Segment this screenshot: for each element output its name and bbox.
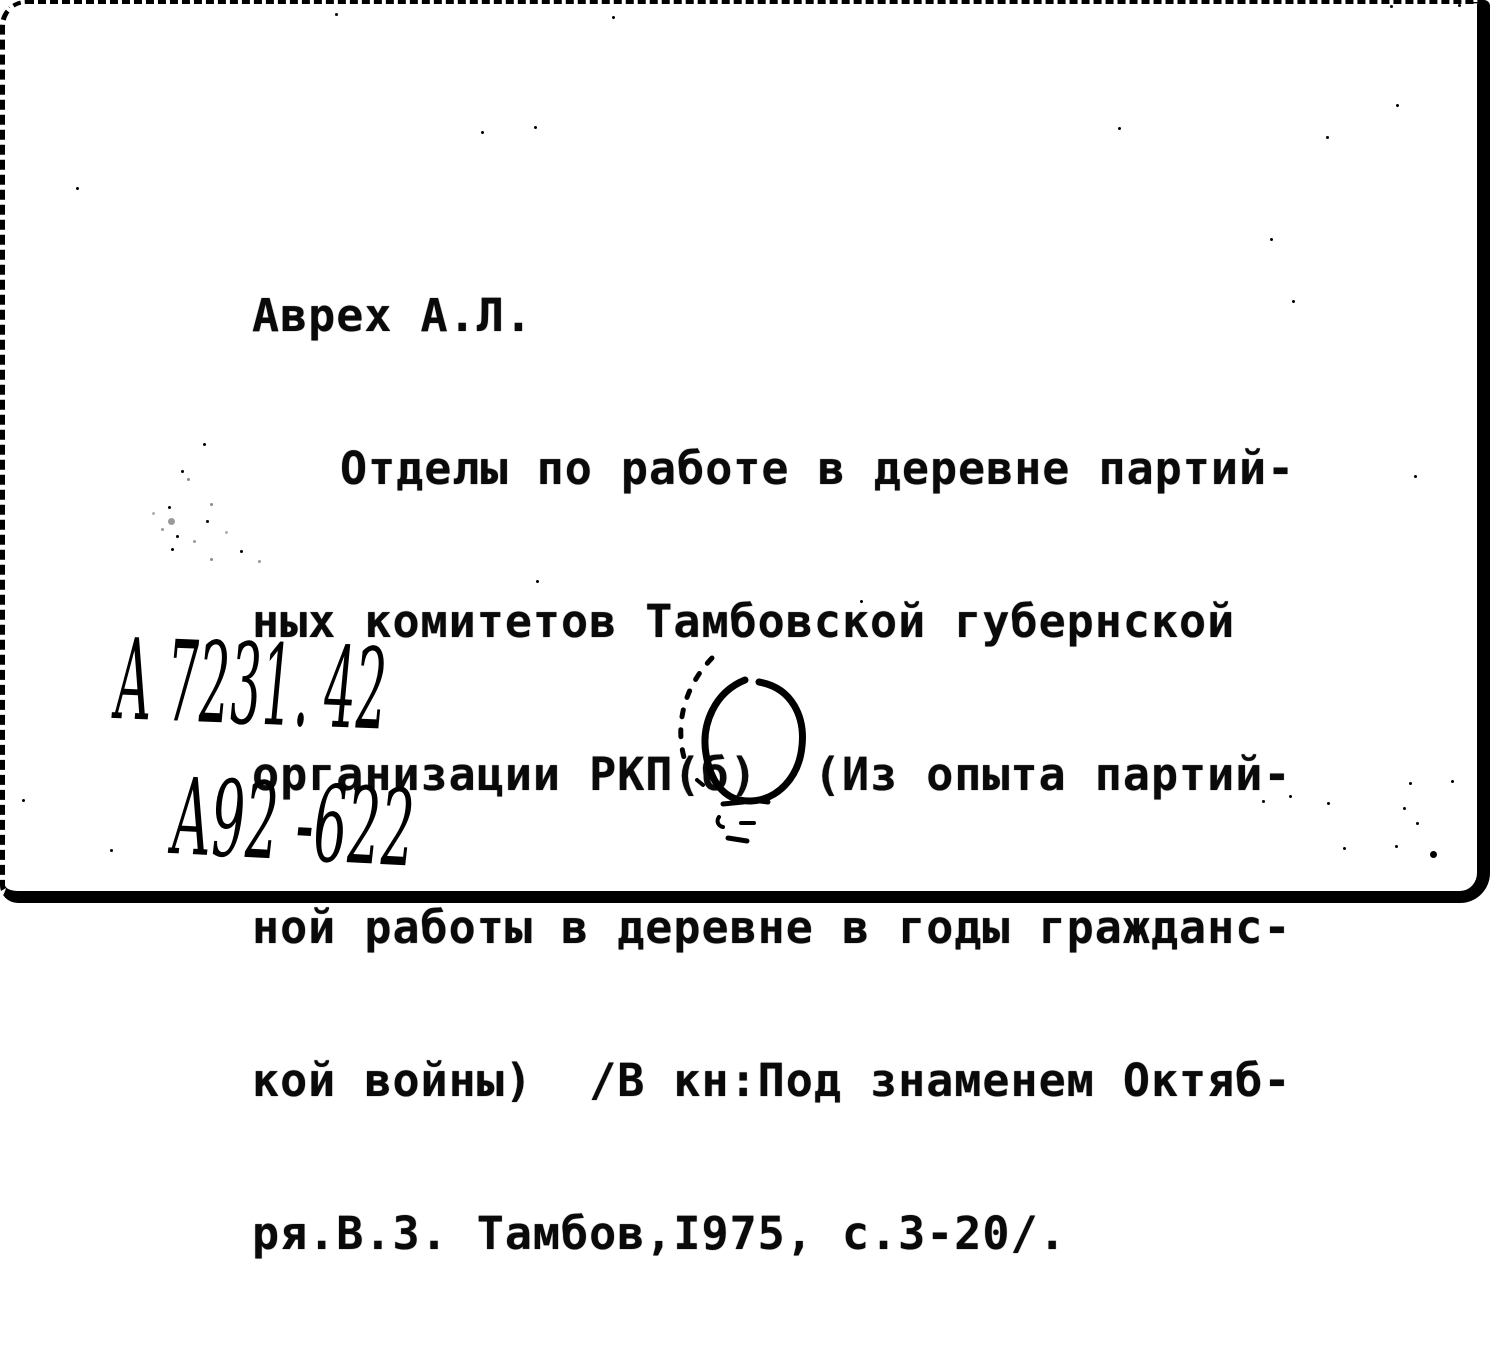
source-line: ря.В.3. Тамбов,I975, с.3-20/. [252, 1207, 1067, 1260]
source-line: кой войны) /В кн:Под знаменем Октяб- [252, 1054, 1292, 1107]
author-line: Аврех А.Л. [252, 289, 533, 342]
handwritten-accession-number: А92 -622 [170, 755, 416, 891]
title-line: организации РКП(б) (Из опыта партий- [252, 748, 1292, 801]
scan-noise-faint [0, 0, 3, 3]
title-line: Отделы по работе в деревне партий- [340, 442, 1296, 495]
stamp-circle-icon [655, 642, 855, 852]
handwritten-call-number: А 7231. 42 [114, 615, 388, 756]
title-line: ных комитетов Тамбовской губернской [252, 595, 1236, 648]
title-line: ной работы в деревне в годы гражданс- [252, 901, 1292, 954]
